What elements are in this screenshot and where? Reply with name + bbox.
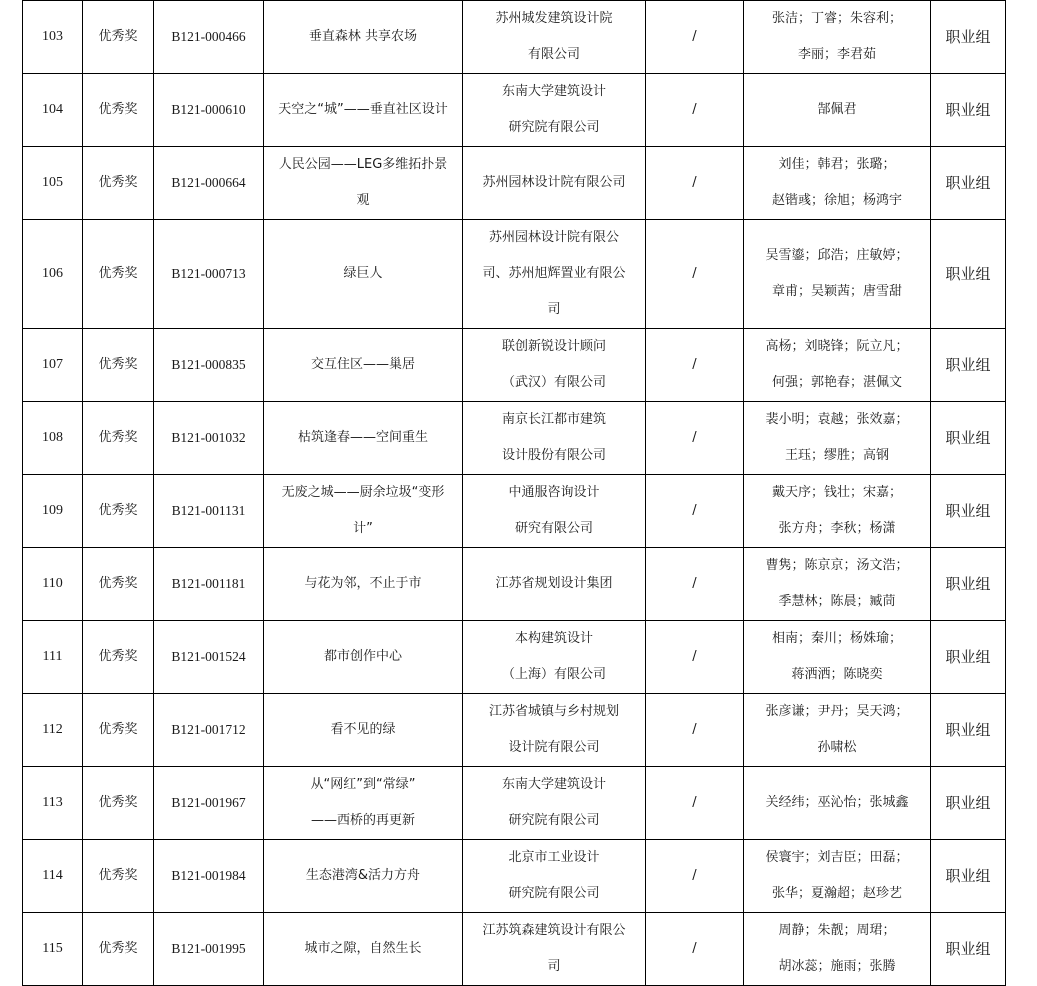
slash-mark: /: [646, 548, 744, 621]
design-unit-line: 研究有限公司: [514, 521, 593, 536]
entry-group: 职业组: [931, 402, 1006, 475]
project-title-line: 垂直森林 共享农场: [308, 29, 418, 44]
team-members: [744, 147, 931, 220]
design-unit-line: 设计股份有限公司: [501, 448, 606, 463]
team-members-line: 郜佩君: [817, 102, 857, 117]
award-level: 优秀奖: [83, 147, 154, 220]
team-members-line: 胡冰蕊；施雨；张腾: [778, 959, 896, 974]
slash-mark: /: [646, 913, 744, 986]
team-members-line: 刘佳；韩君；张璐；: [778, 157, 896, 172]
table-row: [23, 147, 1006, 220]
design-unit: [463, 767, 646, 840]
entry-code: B121-000466: [154, 1, 264, 74]
team-members-line: 曹隽；陈京京；汤文浩；: [765, 558, 909, 573]
slash-mark: /: [646, 621, 744, 694]
team-members-line: 蒋洒洒；陈晓奕: [791, 667, 883, 682]
entry-code: B121-001967: [154, 767, 264, 840]
row-number: 109: [23, 475, 83, 548]
row-number: 108: [23, 402, 83, 475]
design-unit-line: 联创新锐设计顾问: [501, 339, 606, 354]
team-members-line: 章甫；吴颖茜；唐雪甜: [771, 284, 902, 299]
project-title-line: 计”: [353, 521, 373, 536]
team-members-line: 侯寰宇；刘吉臣；田磊；: [765, 850, 909, 865]
project-title-line: 城市之隙，自然生长: [304, 941, 422, 956]
row-number: 112: [23, 694, 83, 767]
project-title: [264, 694, 463, 767]
project-title-line: 生态港湾&活力方舟: [305, 868, 421, 883]
table-row: [23, 913, 1006, 986]
design-unit-line: 设计院有限公司: [508, 740, 600, 755]
project-title: [264, 147, 463, 220]
design-unit: [463, 402, 646, 475]
table-row: [23, 840, 1006, 913]
slash-mark: /: [646, 840, 744, 913]
entry-code: B121-001524: [154, 621, 264, 694]
project-title-line: 天空之“城”——垂直社区设计: [278, 102, 448, 117]
design-unit: [463, 694, 646, 767]
entry-code: B121-000713: [154, 220, 264, 329]
project-title-line: 看不见的绿: [330, 722, 396, 737]
design-unit: [463, 621, 646, 694]
slash-mark: /: [646, 475, 744, 548]
team-members: [744, 694, 931, 767]
team-members-line: 吴雪鎏；邱浩；庄敏婷；: [765, 248, 909, 263]
team-members-line: 赵锴彧；徐旭；杨鸿宇: [771, 193, 902, 208]
design-unit-line: 有限公司: [527, 47, 580, 62]
design-unit-line: 中通服咨询设计: [508, 485, 600, 500]
design-unit-line: 东南大学建筑设计: [501, 777, 606, 792]
project-title-line: 无废之城——厨余垃圾“变形: [281, 485, 445, 500]
table-row: [23, 621, 1006, 694]
entry-code: B121-001181: [154, 548, 264, 621]
row-number: 103: [23, 1, 83, 74]
award-level: 优秀奖: [83, 329, 154, 402]
design-unit: [463, 548, 646, 621]
entry-group: 职业组: [931, 694, 1006, 767]
entry-group: 职业组: [931, 767, 1006, 840]
team-members-line: 何强；郭艳春；湛佩文: [771, 375, 902, 390]
slash-mark: /: [646, 220, 744, 329]
row-number: 113: [23, 767, 83, 840]
design-unit-line: 东南大学建筑设计: [501, 84, 606, 99]
entry-code: B121-001131: [154, 475, 264, 548]
team-members: [744, 475, 931, 548]
entry-code: B121-001995: [154, 913, 264, 986]
team-members-line: 周静；朱靓；周珺；: [778, 923, 896, 938]
table-row: [23, 475, 1006, 548]
design-unit: [463, 74, 646, 147]
team-members: [744, 74, 931, 147]
design-unit-line: 司: [547, 959, 561, 974]
award-level: 优秀奖: [83, 74, 154, 147]
project-title-line: 枯筑逢春——空间重生: [297, 430, 428, 445]
entry-group: 职业组: [931, 621, 1006, 694]
design-unit-line: 司: [547, 302, 561, 317]
table-row: [23, 329, 1006, 402]
project-title-line: 人民公园——LEG多维拓扑景: [278, 157, 448, 172]
team-members: [744, 767, 931, 840]
team-members: [744, 548, 931, 621]
team-members-line: 张华；夏瀚超；赵珍艺: [771, 886, 902, 901]
project-title-line: 交互住区——巢居: [310, 357, 415, 372]
design-unit: [463, 329, 646, 402]
design-unit-line: 研究院有限公司: [508, 813, 600, 828]
team-members-line: 裴小明；袁越；张效嘉；: [765, 412, 909, 427]
design-unit-line: （上海）有限公司: [501, 667, 606, 682]
award-level: 优秀奖: [83, 402, 154, 475]
entry-code: B121-001032: [154, 402, 264, 475]
design-unit-line: 苏州园林设计院有限公司: [482, 175, 626, 190]
project-title-line: 绿巨人: [343, 266, 383, 281]
entry-code: B121-000664: [154, 147, 264, 220]
entry-group: 职业组: [931, 329, 1006, 402]
design-unit-line: 苏州城发建筑设计院: [495, 11, 613, 26]
project-title: [264, 767, 463, 840]
entry-code: B121-000610: [154, 74, 264, 147]
award-level: 优秀奖: [83, 548, 154, 621]
design-unit-line: （武汉）有限公司: [501, 375, 606, 390]
design-unit: [463, 1, 646, 74]
team-members-line: 孙啸松: [817, 740, 857, 755]
award-level: 优秀奖: [83, 694, 154, 767]
project-title: [264, 840, 463, 913]
team-members-line: 张彦谦；尹丹；吴天鸿；: [765, 704, 909, 719]
project-title-line: 观: [356, 193, 370, 208]
entry-group: 职业组: [931, 913, 1006, 986]
entry-group: 职业组: [931, 220, 1006, 329]
row-number: 111: [23, 621, 83, 694]
design-unit: [463, 147, 646, 220]
row-number: 107: [23, 329, 83, 402]
design-unit-line: 江苏筑森建筑设计有限公: [482, 923, 626, 938]
row-number: 106: [23, 220, 83, 329]
project-title: [264, 548, 463, 621]
slash-mark: /: [646, 329, 744, 402]
table-row: [23, 694, 1006, 767]
team-members: [744, 220, 931, 329]
row-number: 105: [23, 147, 83, 220]
entry-group: 职业组: [931, 147, 1006, 220]
award-level: 优秀奖: [83, 1, 154, 74]
entry-group: 职业组: [931, 475, 1006, 548]
team-members: [744, 1, 931, 74]
award-level: 优秀奖: [83, 621, 154, 694]
project-title: [264, 74, 463, 147]
team-members-line: 王珏；缪胜；高钢: [784, 448, 889, 463]
table-row: [23, 74, 1006, 147]
design-unit-line: 研究院有限公司: [508, 120, 600, 135]
team-members-line: 张方舟；李秋；杨潇: [778, 521, 896, 536]
design-unit-line: 北京市工业设计: [508, 850, 600, 865]
award-level: 优秀奖: [83, 220, 154, 329]
project-title-line: 都市创作中心: [323, 649, 402, 664]
team-members-line: 戴天序；钱壮；宋嘉；: [771, 485, 902, 500]
design-unit-line: 研究院有限公司: [508, 886, 600, 901]
award-level: 优秀奖: [83, 840, 154, 913]
entry-group: 职业组: [931, 1, 1006, 74]
table-row: [23, 767, 1006, 840]
table-row: [23, 402, 1006, 475]
project-title-line: 从“网红”到“常绿”: [310, 777, 416, 792]
slash-mark: /: [646, 1, 744, 74]
design-unit-line: 南京长江都市建筑: [501, 412, 606, 427]
team-members-line: 张洁；丁睿；朱容利；: [771, 11, 902, 26]
team-members: [744, 329, 931, 402]
entry-code: B121-001712: [154, 694, 264, 767]
team-members: [744, 840, 931, 913]
project-title: [264, 1, 463, 74]
design-unit: [463, 913, 646, 986]
slash-mark: /: [646, 694, 744, 767]
project-title: [264, 220, 463, 329]
award-level: 优秀奖: [83, 913, 154, 986]
team-members-line: 关经纬；巫沁怡；张城鑫: [765, 795, 909, 810]
award-level: 优秀奖: [83, 475, 154, 548]
entry-code: B121-000835: [154, 329, 264, 402]
slash-mark: /: [646, 402, 744, 475]
project-title: [264, 913, 463, 986]
entry-group: 职业组: [931, 548, 1006, 621]
table-row: [23, 220, 1006, 329]
row-number: 110: [23, 548, 83, 621]
row-number: 114: [23, 840, 83, 913]
design-unit-line: 江苏省城镇与乡村规划: [488, 704, 619, 719]
design-unit-line: 本构建筑设计: [514, 631, 593, 646]
project-title: [264, 329, 463, 402]
project-title-line: ——西桥的再更新: [310, 813, 415, 828]
design-unit: [463, 220, 646, 329]
design-unit: [463, 475, 646, 548]
team-members-line: 李丽；李君茹: [797, 47, 876, 62]
team-members: [744, 621, 931, 694]
table-row: [23, 548, 1006, 621]
design-unit: [463, 840, 646, 913]
entry-group: 职业组: [931, 74, 1006, 147]
table-row: [23, 1, 1006, 74]
awards-table: [22, 0, 1006, 986]
design-unit-line: 司、苏州旭辉置业有限公: [482, 266, 626, 281]
design-unit-line: 江苏省规划设计集团: [495, 576, 613, 591]
entry-group: 职业组: [931, 840, 1006, 913]
team-members-line: 相南；秦川；杨姝瑜；: [771, 631, 902, 646]
slash-mark: /: [646, 147, 744, 220]
team-members: [744, 402, 931, 475]
team-members-line: 季慧林；陈晨；臧茼: [778, 594, 896, 609]
team-members-line: 高杨；刘晓锋；阮立凡；: [765, 339, 909, 354]
entry-code: B121-001984: [154, 840, 264, 913]
project-title: [264, 475, 463, 548]
project-title: [264, 621, 463, 694]
design-unit-line: 苏州园林设计院有限公: [488, 230, 619, 245]
team-members: [744, 913, 931, 986]
project-title-line: 与花为邻，不止于市: [304, 576, 422, 591]
award-level: 优秀奖: [83, 767, 154, 840]
project-title: [264, 402, 463, 475]
row-number: 115: [23, 913, 83, 986]
row-number: 104: [23, 74, 83, 147]
table-body: [23, 1, 1006, 986]
slash-mark: /: [646, 767, 744, 840]
slash-mark: /: [646, 74, 744, 147]
